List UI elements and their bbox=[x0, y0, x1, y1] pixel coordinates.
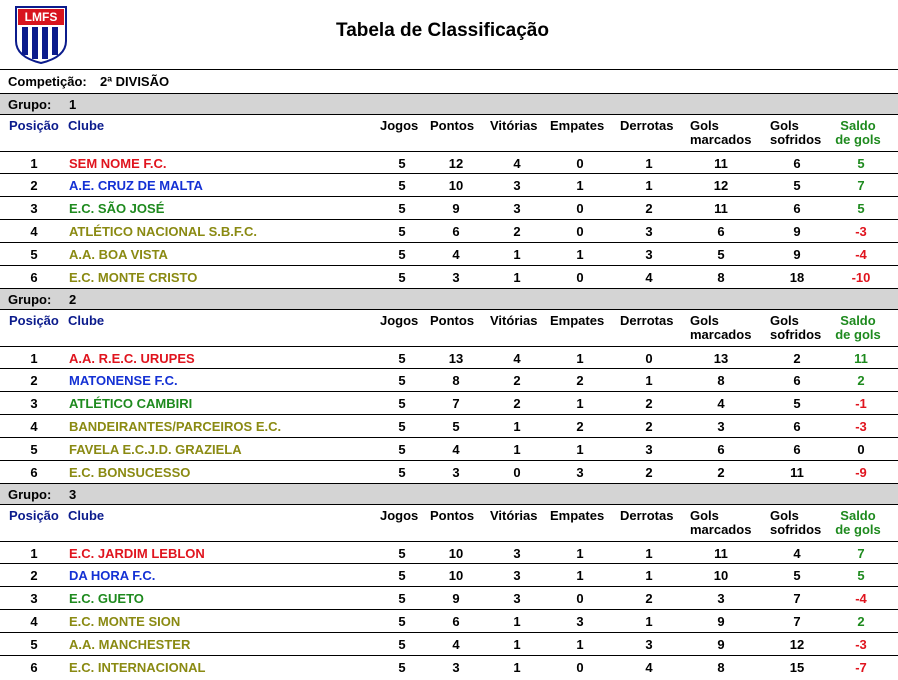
row-jogos: 5 bbox=[398, 351, 406, 366]
col-gols-sofridos-line2: sofridos bbox=[770, 522, 822, 537]
row-pontos: 13 bbox=[448, 351, 464, 366]
table-row bbox=[0, 609, 898, 632]
row-sg: 7 bbox=[857, 546, 865, 561]
row-position: 1 bbox=[30, 156, 38, 171]
col-saldo-line2: de gols bbox=[835, 327, 881, 342]
row-position: 6 bbox=[30, 465, 38, 480]
col-gols-marcados bbox=[690, 314, 751, 342]
col-clube: Clube bbox=[68, 118, 105, 133]
group-header bbox=[0, 93, 898, 115]
row-der: 1 bbox=[645, 373, 653, 388]
row-der: 1 bbox=[645, 614, 653, 629]
row-sg: -3 bbox=[855, 637, 867, 652]
col-gols-marcados-line1: Gols bbox=[690, 118, 719, 133]
row-pontos: 3 bbox=[452, 465, 460, 480]
col-gols-sofridos-line2: sofridos bbox=[770, 132, 822, 147]
row-emp: 0 bbox=[576, 660, 584, 675]
table-row bbox=[0, 173, 898, 196]
row-gm: 11 bbox=[714, 156, 728, 171]
row-pontos: 4 bbox=[452, 637, 460, 652]
row-sg: -3 bbox=[855, 224, 867, 239]
col-gols-marcados bbox=[690, 119, 751, 147]
group-header bbox=[0, 288, 898, 310]
row-vit: 2 bbox=[513, 373, 521, 388]
row-vit: 1 bbox=[513, 419, 521, 434]
col-gols-sofridos-line2: sofridos bbox=[770, 327, 822, 342]
row-vit: 4 bbox=[513, 156, 521, 171]
row-jogos: 5 bbox=[398, 637, 406, 652]
row-position: 5 bbox=[30, 247, 38, 262]
row-gm: 9 bbox=[717, 614, 725, 629]
row-vit: 4 bbox=[513, 351, 521, 366]
row-gs: 6 bbox=[793, 442, 801, 457]
row-vit: 1 bbox=[513, 442, 521, 457]
row-gm: 2 bbox=[717, 465, 725, 480]
table-row bbox=[0, 151, 898, 174]
row-pontos: 4 bbox=[452, 442, 460, 457]
col-clube: Clube bbox=[68, 313, 105, 328]
col-vitorias: Vitórias bbox=[490, 313, 538, 328]
row-jogos: 5 bbox=[398, 546, 406, 561]
row-sg: 5 bbox=[857, 568, 865, 583]
row-club-name: ATLÉTICO NACIONAL S.B.F.C. bbox=[69, 224, 258, 239]
row-pontos: 9 bbox=[452, 591, 460, 606]
row-vit: 0 bbox=[513, 465, 521, 480]
group-number: 2 bbox=[69, 292, 77, 307]
row-club-name: E.C. MONTE CRISTO bbox=[69, 270, 198, 285]
page-header bbox=[0, 0, 898, 70]
table-row bbox=[0, 219, 898, 242]
row-jogos: 5 bbox=[398, 591, 406, 606]
row-der: 4 bbox=[645, 270, 653, 285]
row-gm: 3 bbox=[717, 419, 725, 434]
row-emp: 3 bbox=[576, 614, 584, 629]
row-gm: 11 bbox=[714, 201, 728, 216]
row-vit: 3 bbox=[513, 591, 521, 606]
column-header-row bbox=[0, 115, 898, 151]
row-jogos: 5 bbox=[398, 178, 406, 193]
row-der: 2 bbox=[645, 419, 653, 434]
row-gs: 9 bbox=[793, 224, 801, 239]
row-position: 2 bbox=[30, 568, 38, 583]
row-club-name: E.C. JARDIM LEBLON bbox=[69, 546, 205, 561]
row-pontos: 6 bbox=[452, 224, 460, 239]
row-position: 2 bbox=[30, 373, 38, 388]
row-pontos: 10 bbox=[448, 546, 464, 561]
row-club-name: E.C. INTERNACIONAL bbox=[69, 660, 206, 675]
row-emp: 0 bbox=[576, 270, 584, 285]
row-sg: 5 bbox=[857, 156, 865, 171]
group-3-table bbox=[0, 483, 898, 678]
row-vit: 3 bbox=[513, 201, 521, 216]
row-position: 6 bbox=[30, 660, 38, 675]
row-jogos: 5 bbox=[398, 373, 406, 388]
row-gm: 3 bbox=[717, 591, 725, 606]
row-pontos: 4 bbox=[452, 247, 460, 262]
row-gm: 11 bbox=[714, 546, 728, 561]
row-position: 3 bbox=[30, 201, 38, 216]
row-jogos: 5 bbox=[398, 660, 406, 675]
row-emp: 1 bbox=[576, 637, 584, 652]
row-position: 4 bbox=[30, 614, 38, 629]
col-posicao: Posição bbox=[9, 118, 59, 133]
row-emp: 1 bbox=[576, 546, 584, 561]
col-gols-sofridos bbox=[770, 509, 821, 537]
row-pontos: 7 bbox=[452, 396, 460, 411]
row-jogos: 5 bbox=[398, 156, 406, 171]
row-der: 3 bbox=[645, 224, 653, 239]
group-label: Grupo: bbox=[8, 97, 52, 112]
row-der: 3 bbox=[645, 637, 653, 652]
row-position: 1 bbox=[30, 351, 38, 366]
row-gs: 5 bbox=[793, 568, 801, 583]
row-jogos: 5 bbox=[398, 270, 406, 285]
row-jogos: 5 bbox=[398, 614, 406, 629]
col-gols-sofridos-line1: Gols bbox=[770, 508, 799, 523]
col-saldo-line2: de gols bbox=[835, 522, 881, 537]
row-gm: 9 bbox=[717, 637, 725, 652]
row-emp: 0 bbox=[576, 224, 584, 239]
col-pontos: Pontos bbox=[430, 313, 475, 328]
row-club-name: E.C. GUETO bbox=[69, 591, 144, 606]
row-position: 3 bbox=[30, 591, 38, 606]
row-gs: 5 bbox=[793, 396, 801, 411]
table-row bbox=[0, 265, 898, 288]
col-saldo-line1: Saldo bbox=[840, 313, 876, 328]
table-row bbox=[0, 391, 898, 414]
row-gm: 8 bbox=[717, 270, 725, 285]
row-position: 2 bbox=[30, 178, 38, 193]
row-vit: 1 bbox=[513, 614, 521, 629]
col-gols-sofridos-line1: Gols bbox=[770, 313, 799, 328]
column-header-row bbox=[0, 505, 898, 541]
row-der: 1 bbox=[645, 178, 653, 193]
row-position: 4 bbox=[30, 419, 38, 434]
col-vitorias: Vitórias bbox=[490, 508, 538, 523]
col-gols-marcados-line1: Gols bbox=[690, 508, 719, 523]
col-derrotas: Derrotas bbox=[620, 313, 674, 328]
row-gm: 13 bbox=[713, 351, 729, 366]
row-vit: 3 bbox=[513, 546, 521, 561]
table-row bbox=[0, 632, 898, 655]
table-row bbox=[0, 414, 898, 437]
row-gs: 15 bbox=[789, 660, 805, 675]
row-emp: 2 bbox=[576, 419, 584, 434]
row-sg: 2 bbox=[857, 373, 865, 388]
row-gs: 2 bbox=[793, 351, 801, 366]
row-club-name: BANDEIRANTES/PARCEIROS E.C. bbox=[69, 419, 282, 434]
lmfs-shield-logo bbox=[14, 5, 68, 65]
col-saldo-line2: de gols bbox=[835, 132, 881, 147]
row-jogos: 5 bbox=[398, 247, 406, 262]
row-gs: 11 bbox=[790, 465, 804, 480]
row-gm: 12 bbox=[713, 178, 729, 193]
row-gs: 6 bbox=[793, 156, 801, 171]
row-club-name: E.C. MONTE SION bbox=[69, 614, 181, 629]
row-sg: -1 bbox=[855, 396, 867, 411]
competition-value: 2ª DIVISÃO bbox=[100, 74, 170, 89]
row-sg: 11 bbox=[854, 351, 868, 366]
col-posicao: Posição bbox=[9, 508, 59, 523]
row-gs: 6 bbox=[793, 373, 801, 388]
col-derrotas: Derrotas bbox=[620, 118, 674, 133]
row-gs: 9 bbox=[793, 247, 801, 262]
col-clube: Clube bbox=[68, 508, 105, 523]
competition-bar bbox=[0, 69, 898, 93]
row-emp: 0 bbox=[576, 156, 584, 171]
row-vit: 1 bbox=[513, 660, 521, 675]
row-gm: 4 bbox=[717, 396, 725, 411]
page-title: Tabela de Classificação bbox=[336, 20, 549, 41]
row-gs: 12 bbox=[789, 637, 805, 652]
col-empates: Empates bbox=[550, 118, 605, 133]
row-vit: 2 bbox=[513, 396, 521, 411]
row-pontos: 6 bbox=[452, 614, 460, 629]
row-gs: 18 bbox=[789, 270, 805, 285]
row-sg: 7 bbox=[857, 178, 865, 193]
group-header bbox=[0, 483, 898, 505]
row-club-name: A.A. BOA VISTA bbox=[69, 247, 168, 262]
col-saldo bbox=[834, 314, 882, 342]
row-emp: 1 bbox=[576, 351, 584, 366]
col-gols-marcados bbox=[690, 509, 751, 537]
row-emp: 1 bbox=[576, 178, 584, 193]
row-club-name: SEM NOME F.C. bbox=[69, 156, 167, 171]
row-vit: 1 bbox=[513, 247, 521, 262]
row-jogos: 5 bbox=[398, 568, 406, 583]
row-position: 4 bbox=[30, 224, 38, 239]
row-sg: -10 bbox=[851, 270, 871, 285]
col-jogos: Jogos bbox=[380, 313, 419, 328]
row-jogos: 5 bbox=[398, 396, 406, 411]
col-jogos: Jogos bbox=[380, 508, 419, 523]
row-vit: 3 bbox=[513, 178, 521, 193]
col-vitorias: Vitórias bbox=[490, 118, 538, 133]
col-saldo bbox=[834, 509, 882, 537]
row-sg: 2 bbox=[857, 614, 865, 629]
col-gols-marcados-line2: marcados bbox=[690, 132, 752, 147]
col-empates: Empates bbox=[550, 508, 605, 523]
row-jogos: 5 bbox=[398, 201, 406, 216]
col-saldo-line1: Saldo bbox=[840, 118, 876, 133]
row-sg: -4 bbox=[855, 591, 867, 606]
col-pontos: Pontos bbox=[430, 508, 475, 523]
row-emp: 0 bbox=[576, 201, 584, 216]
row-club-name: FAVELA E.C.J.D. GRAZIELA bbox=[69, 442, 242, 457]
row-pontos: 10 bbox=[448, 178, 464, 193]
row-club-name: A.A. R.E.C. URUPES bbox=[69, 351, 195, 366]
row-der: 1 bbox=[645, 156, 653, 171]
row-gs: 6 bbox=[793, 201, 801, 216]
row-vit: 1 bbox=[513, 270, 521, 285]
col-gols-marcados-line1: Gols bbox=[690, 313, 719, 328]
row-sg: -4 bbox=[855, 247, 867, 262]
row-emp: 1 bbox=[576, 247, 584, 262]
row-gm: 8 bbox=[717, 660, 725, 675]
col-gols-sofridos bbox=[770, 314, 821, 342]
col-gols-marcados-line2: marcados bbox=[690, 327, 752, 342]
table-row bbox=[0, 655, 898, 678]
table-row bbox=[0, 437, 898, 460]
row-club-name: E.C. SÃO JOSÉ bbox=[69, 201, 165, 216]
group-number: 1 bbox=[69, 97, 77, 112]
row-gm: 10 bbox=[713, 568, 729, 583]
group-1-table bbox=[0, 93, 898, 288]
table-row bbox=[0, 460, 898, 483]
row-jogos: 5 bbox=[398, 419, 406, 434]
row-sg: -9 bbox=[855, 465, 867, 480]
row-der: 2 bbox=[645, 201, 653, 216]
row-position: 1 bbox=[30, 546, 38, 561]
row-emp: 1 bbox=[576, 396, 584, 411]
row-gs: 7 bbox=[793, 591, 801, 606]
col-saldo bbox=[834, 119, 882, 147]
row-club-name: E.C. BONSUCESSO bbox=[69, 465, 191, 480]
col-saldo-line1: Saldo bbox=[840, 508, 876, 523]
row-gs: 4 bbox=[793, 546, 801, 561]
col-posicao: Posição bbox=[9, 313, 59, 328]
row-jogos: 5 bbox=[398, 442, 406, 457]
row-position: 6 bbox=[30, 270, 38, 285]
row-pontos: 5 bbox=[452, 419, 460, 434]
row-gm: 8 bbox=[717, 373, 725, 388]
group-number: 3 bbox=[69, 487, 77, 502]
row-sg: -3 bbox=[855, 419, 867, 434]
table-row bbox=[0, 242, 898, 265]
row-vit: 1 bbox=[513, 637, 521, 652]
row-pontos: 10 bbox=[448, 568, 464, 583]
row-gm: 6 bbox=[717, 224, 725, 239]
table-row bbox=[0, 541, 898, 564]
row-emp: 1 bbox=[576, 442, 584, 457]
row-vit: 3 bbox=[513, 568, 521, 583]
row-jogos: 5 bbox=[398, 465, 406, 480]
row-emp: 0 bbox=[576, 591, 584, 606]
group-label: Grupo: bbox=[8, 487, 52, 502]
col-gols-marcados-line2: marcados bbox=[690, 522, 752, 537]
row-gs: 5 bbox=[793, 178, 801, 193]
row-gs: 6 bbox=[793, 419, 801, 434]
row-sg: 5 bbox=[857, 201, 865, 216]
row-club-name: MATONENSE F.C. bbox=[69, 373, 178, 388]
row-gs: 7 bbox=[793, 614, 801, 629]
row-club-name: A.E. CRUZ DE MALTA bbox=[69, 178, 203, 193]
row-der: 3 bbox=[645, 442, 653, 457]
row-jogos: 5 bbox=[398, 224, 406, 239]
table-row bbox=[0, 368, 898, 391]
group-2-table bbox=[0, 288, 898, 483]
row-pontos: 8 bbox=[452, 373, 460, 388]
row-der: 1 bbox=[645, 568, 653, 583]
row-position: 3 bbox=[30, 396, 38, 411]
logo-text: LMFS bbox=[24, 10, 58, 24]
row-position: 5 bbox=[30, 442, 38, 457]
table-row bbox=[0, 196, 898, 219]
row-der: 1 bbox=[645, 546, 653, 561]
competition-label: Competição: bbox=[8, 74, 87, 89]
row-emp: 3 bbox=[576, 465, 584, 480]
row-der: 3 bbox=[645, 247, 653, 262]
col-jogos: Jogos bbox=[380, 118, 419, 133]
row-club-name: ATLÉTICO CAMBIRI bbox=[69, 396, 193, 411]
group-label: Grupo: bbox=[8, 292, 52, 307]
column-header-row bbox=[0, 310, 898, 346]
row-position: 5 bbox=[30, 637, 38, 652]
col-gols-sofridos bbox=[770, 119, 821, 147]
row-der: 2 bbox=[645, 591, 653, 606]
row-der: 0 bbox=[645, 351, 653, 366]
col-pontos: Pontos bbox=[430, 118, 475, 133]
table-row bbox=[0, 563, 898, 586]
row-pontos: 12 bbox=[448, 156, 464, 171]
row-club-name: DA HORA F.C. bbox=[69, 568, 156, 583]
row-der: 2 bbox=[645, 465, 653, 480]
row-emp: 1 bbox=[576, 568, 584, 583]
row-sg: -7 bbox=[855, 660, 867, 675]
row-der: 4 bbox=[645, 660, 653, 675]
row-pontos: 3 bbox=[452, 660, 460, 675]
col-gols-sofridos-line1: Gols bbox=[770, 118, 799, 133]
col-derrotas: Derrotas bbox=[620, 508, 674, 523]
row-der: 2 bbox=[645, 396, 653, 411]
row-sg: 0 bbox=[857, 442, 865, 457]
row-pontos: 9 bbox=[452, 201, 460, 216]
col-empates: Empates bbox=[550, 313, 605, 328]
row-gm: 5 bbox=[717, 247, 725, 262]
row-gm: 6 bbox=[717, 442, 725, 457]
row-club-name: A.A. MANCHESTER bbox=[69, 637, 191, 652]
table-row bbox=[0, 586, 898, 609]
row-vit: 2 bbox=[513, 224, 521, 239]
table-row bbox=[0, 346, 898, 369]
row-pontos: 3 bbox=[452, 270, 460, 285]
row-emp: 2 bbox=[576, 373, 584, 388]
